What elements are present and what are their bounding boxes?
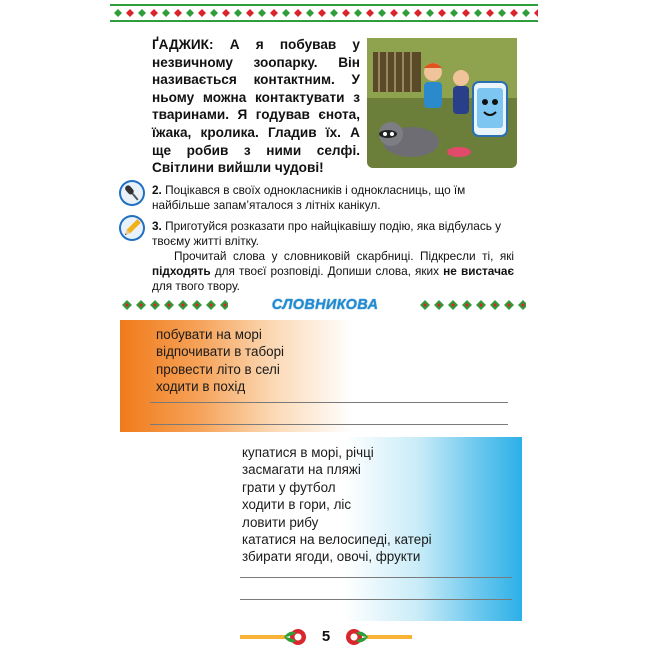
word-item: відпочивати в таборі xyxy=(156,344,285,360)
task-2 xyxy=(152,183,514,213)
word-item: ловити рибу xyxy=(242,514,319,530)
instruction-emphasis: підходять xyxy=(152,264,211,278)
write-line[interactable] xyxy=(240,599,512,600)
word-box-1 xyxy=(120,320,520,432)
task-3-instructions xyxy=(152,249,514,294)
instruction-text: Прочитай слова у словниковій скарбниці. Підкресли ті, які xyxy=(174,249,514,263)
instruction-emphasis: не вистачає xyxy=(443,264,515,278)
task-3-number: 3. xyxy=(152,219,162,233)
word-item: кататися на велосипеді, катері xyxy=(242,531,432,547)
zoo-illustration xyxy=(367,38,517,168)
section-header xyxy=(118,294,518,316)
story-paragraph xyxy=(152,36,360,177)
task-3 xyxy=(152,219,514,249)
microphone-icon xyxy=(118,179,146,207)
speaker-name: ҐАДЖИК: xyxy=(152,37,214,52)
section-title: СЛОВНИКОВА xyxy=(271,297,379,313)
word-item: провести літо в селі xyxy=(156,361,280,377)
story-text: А я побував у незвичному зоопарку. Він називається контактним. У ньому можна контактувати з тваринами. Я годував єнота, їжака, кролика. Гладив їх. А ще робив з ними селфі. Світлини вийшли чудові! xyxy=(152,37,360,176)
write-line[interactable] xyxy=(150,402,508,403)
task-2-text: Поцікався в своїх однокласників і однокласниць, що їм найбільше запам’яталося з літніх канікул. xyxy=(152,183,466,212)
word-item: грати у футбол xyxy=(242,479,336,495)
header-ornament-left xyxy=(118,294,228,316)
header-ornament-right xyxy=(416,294,526,316)
instruction-text: для твоєї розповіді. Допиши слова, яких xyxy=(210,264,444,278)
task-2-number: 2. xyxy=(152,183,162,197)
page-number: 5 xyxy=(321,628,331,645)
word-box-2 xyxy=(226,437,522,621)
instruction-text: для твого твору. xyxy=(152,279,240,293)
word-item: засмагати на пляжі xyxy=(242,462,361,478)
top-ornament-border xyxy=(110,4,538,22)
word-item: збирати ягоди, овочі, фрукти xyxy=(242,549,421,565)
footer-ornament-right xyxy=(340,627,412,647)
word-item: побувати на морі xyxy=(156,327,262,342)
write-line[interactable] xyxy=(240,577,512,578)
footer-ornament-left xyxy=(240,627,312,647)
write-line[interactable] xyxy=(150,424,508,425)
word-item: купатися в морі, річці xyxy=(242,445,374,460)
word-list-2 xyxy=(242,444,432,566)
word-item: ходити в похід xyxy=(156,379,246,395)
pencil-icon xyxy=(118,214,146,242)
word-item: ходити в гори, ліс xyxy=(242,497,352,513)
task-3-text: Приготуйся розказати про найцікавішу подію, яка відбулась у твоєму житті влітку. xyxy=(152,219,502,248)
word-list-1 xyxy=(156,326,284,396)
